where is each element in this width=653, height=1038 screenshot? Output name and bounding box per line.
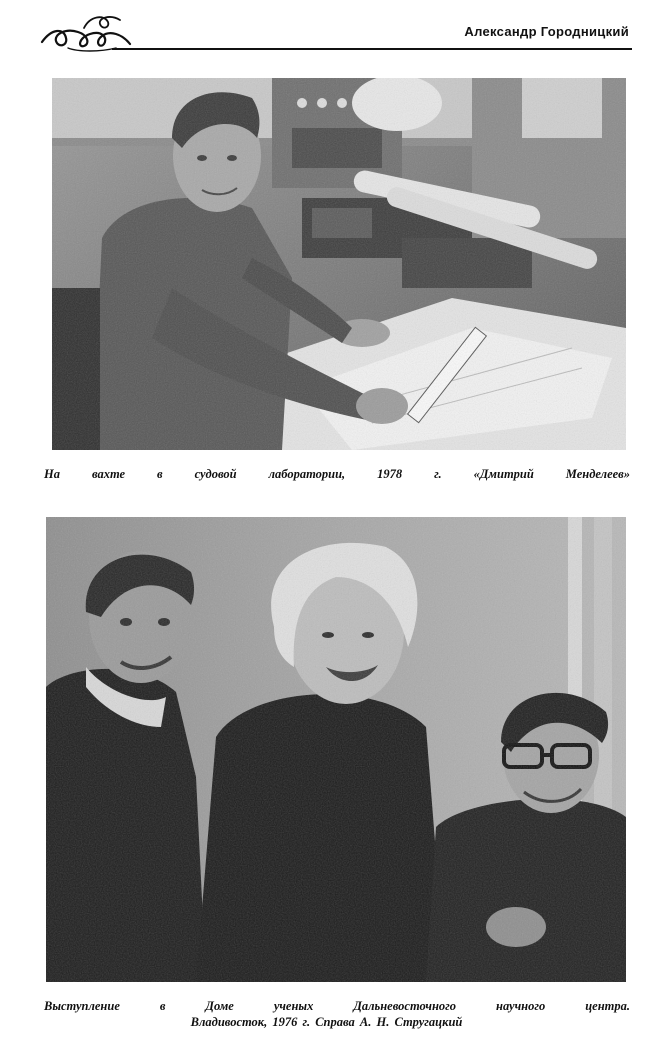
photo-caption-scientists-line2: Владивосток, 1976 г. Справа А. Н. Стругацкий [190,1015,463,1029]
photo-scientists-house [46,517,626,982]
photo-caption-scientists-line1: Выступление в Доме ученых Дальневосточного научного центра. [44,999,630,1013]
photo-laboratory [52,78,626,450]
header-rule [112,48,632,50]
page-header [0,0,653,60]
running-head-author: Александр Городницкий [464,24,629,39]
photo-caption-laboratory: На вахте в судовой лаборатории, 1978 г. «Дмитрий Менделеев» [44,467,630,481]
ornament-flourish-icon [38,8,138,52]
